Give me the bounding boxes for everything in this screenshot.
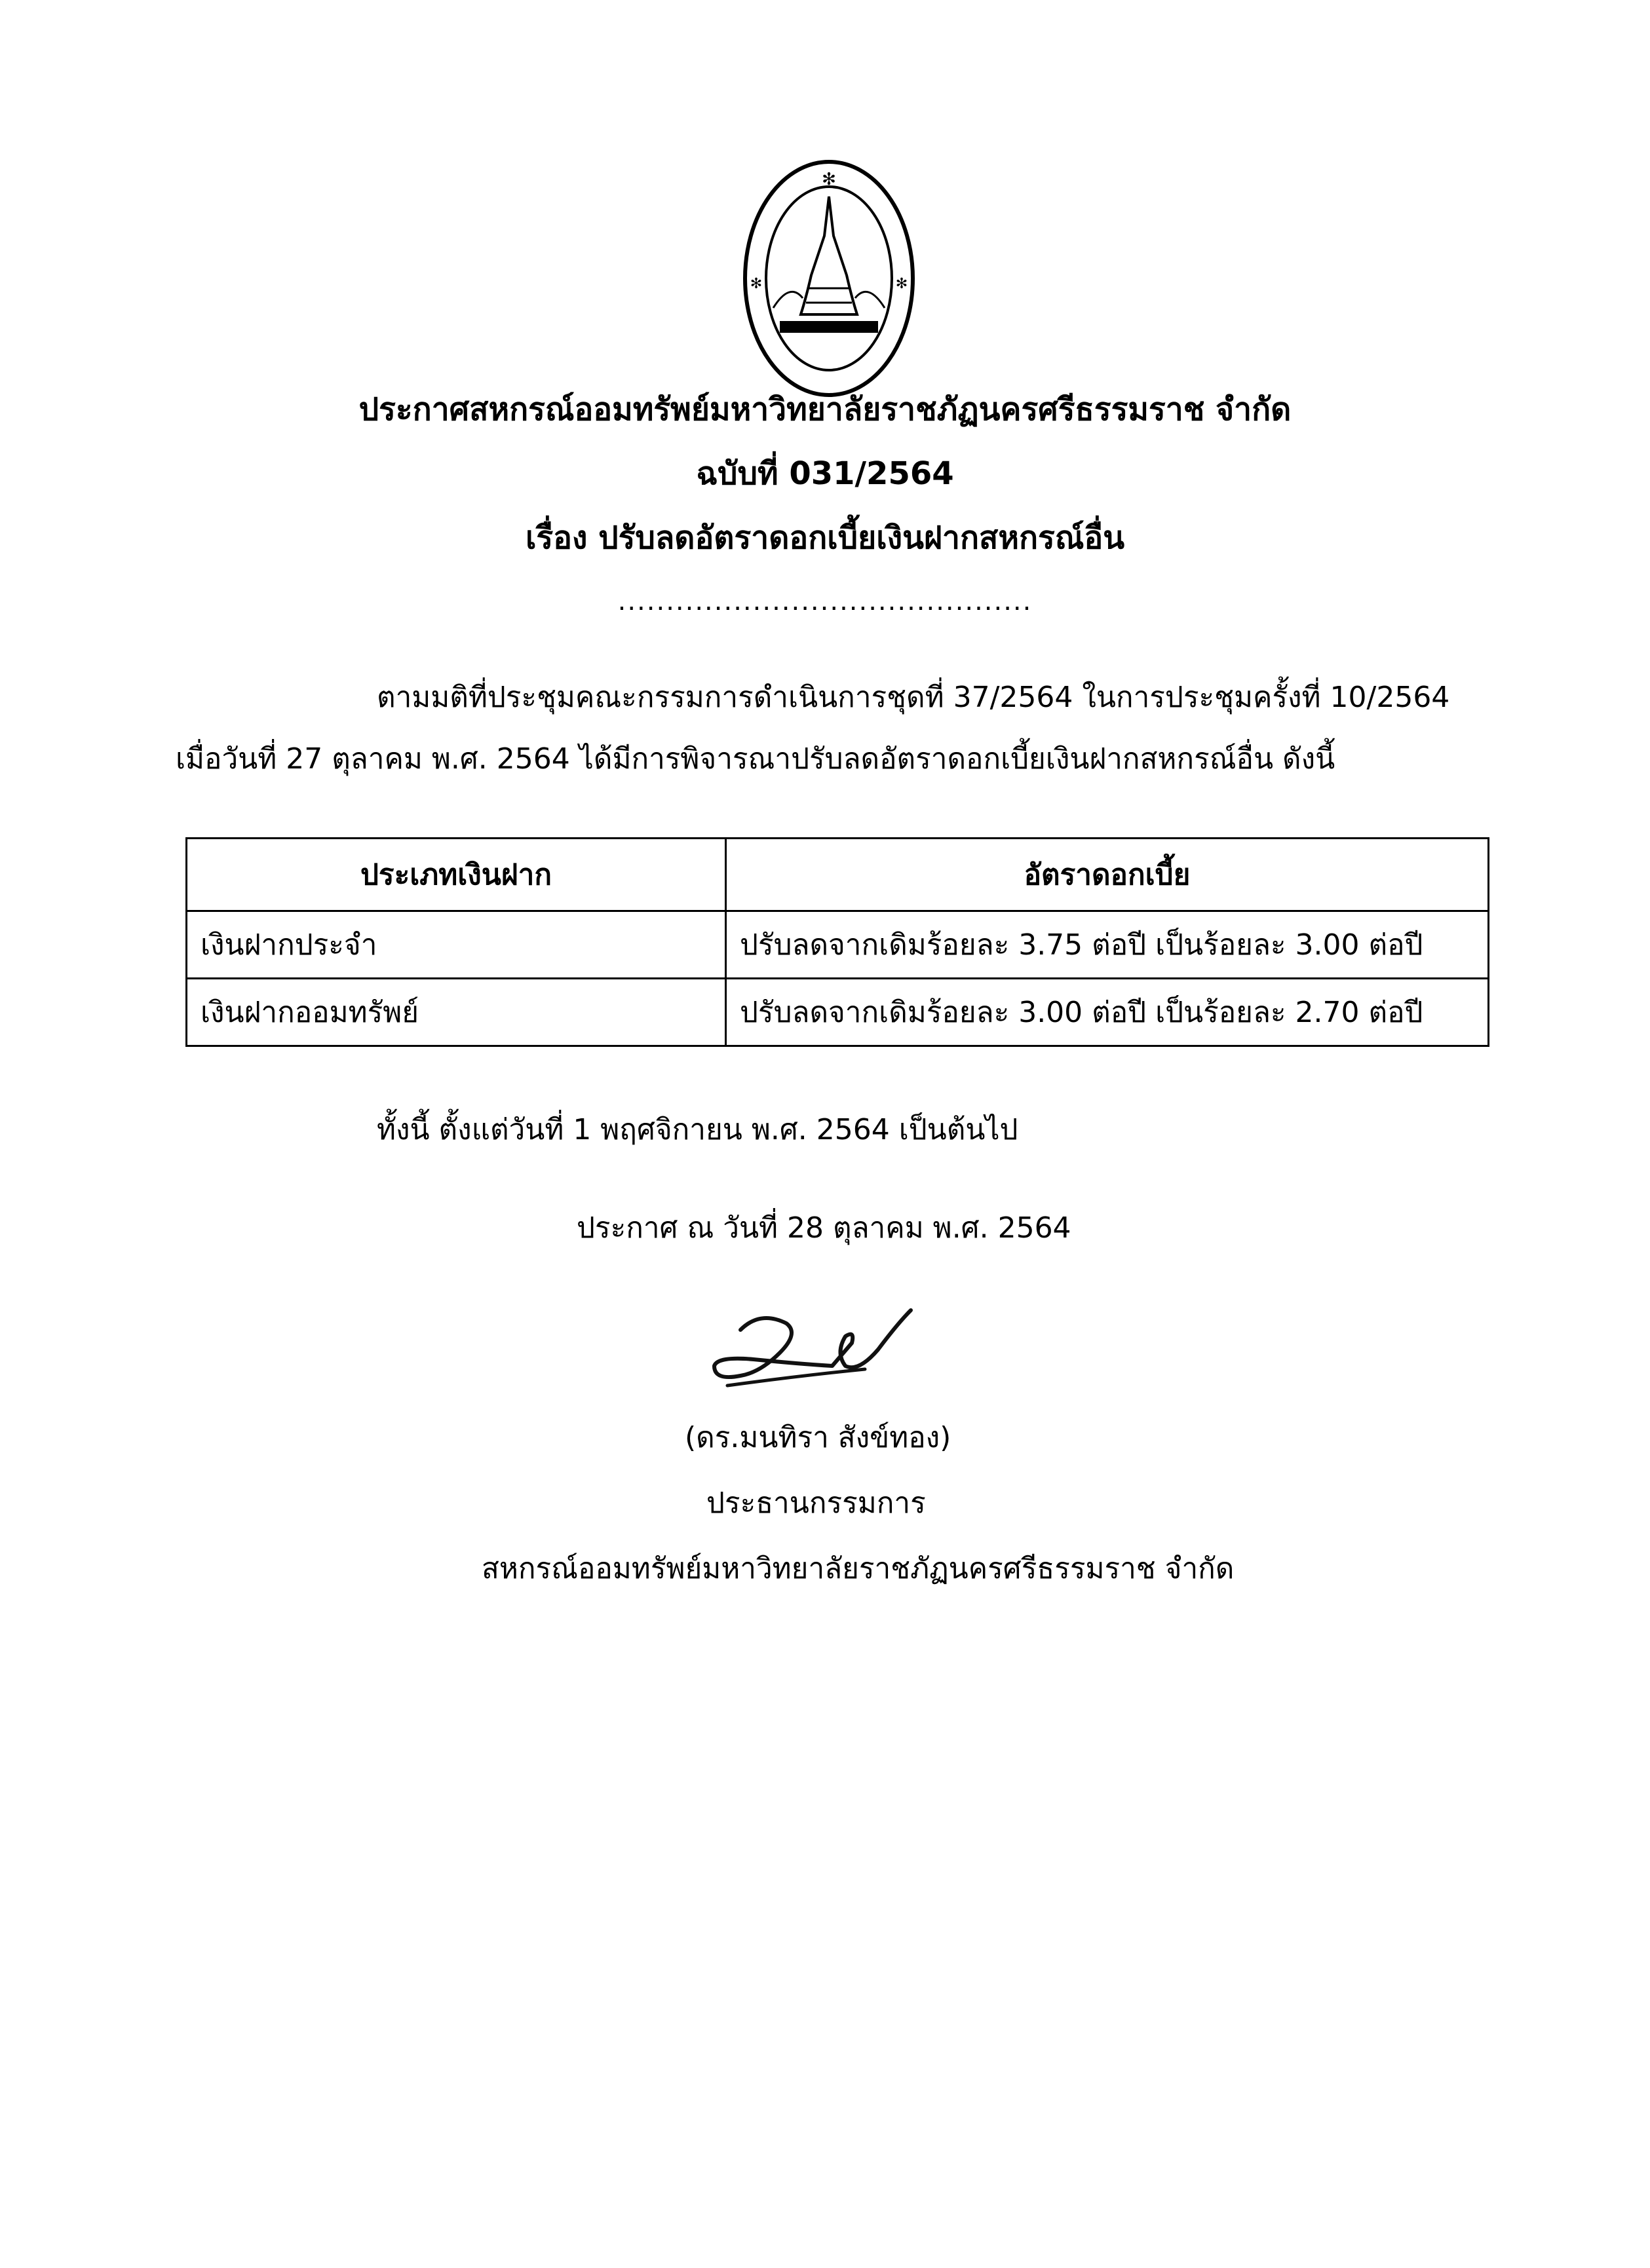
table-header-row [187,839,1489,911]
deposit-type-cell: เงินฝากออมทรัพย์ [187,979,726,1046]
table-row [187,979,1489,1046]
signatory-organization: สหกรณ์ออมทรัพย์มหาวิทยาลัยราชภัฏนครศรีธรรมราช จำกัด [482,1552,1235,1585]
announcement-subject: เรื่อง ปรับลดอัตราดอกเบี้ยเงินฝากสหกรณ์อื่น [525,520,1124,556]
announcement-date-text: ประกาศ ณ วันที่ 28 ตุลาคม พ.ศ. 2564 [577,1211,1071,1245]
interest-rate-cell: ปรับลดจากเดิมร้อยละ 3.00 ต่อปี เป็นร้อยละ 2.70 ต่อปี [726,979,1489,1046]
paragraph-line-1: ตามมติที่ประชุมคณะกรรมการดำเนินการชุดที่ 37/2564 ในการประชุมครั้งที่ 10/2564 [377,681,1450,714]
effective-date-text: ทั้งนี้ ตั้งแต่วันที่ 1 พฤศจิกายน พ.ศ. 2564 เป็นต้นไป [377,1113,1018,1146]
column-header-interest-rate: อัตราดอกเบี้ย [726,839,1489,911]
separator-dots: ........................................... [617,586,1033,616]
svg-text:✻: ✻ [895,276,908,292]
table-row [187,911,1489,979]
handwritten-signature [701,1304,917,1402]
deposit-type-cell: เงินฝากประจำ [187,911,726,979]
interest-rate-cell: ปรับลดจากเดิมร้อยละ 3.75 ต่อปี เป็นร้อยละ 3.00 ต่อปี [726,911,1489,979]
svg-text:✻: ✻ [750,276,763,292]
column-header-deposit-type: ประเภทเงินฝาก [187,839,726,911]
announcement-number: ฉบับที่ 031/2564 [696,455,954,492]
paragraph-line-2: เมื่อวันที่ 27 ตุลาคม พ.ศ. 2564 ได้มีการพิจารณาปรับลดอัตราดอกเบี้ยเงินฝากสหกรณ์อื่น ดังนี้ [176,742,1335,776]
interest-rate-table [185,837,1489,1047]
announcement-title: ประกาศสหกรณ์ออมทรัพย์มหาวิทยาลัยราชภัฏนครศรีธรรมราช จำกัด [358,391,1292,428]
cooperative-seal-logo [740,157,917,400]
svg-text:✻: ✻ [822,170,836,189]
signatory-name: (ดร.มนทิรา สังข์ทอง) [685,1421,951,1454]
signatory-position: ประธานกรรมการ [706,1486,926,1520]
